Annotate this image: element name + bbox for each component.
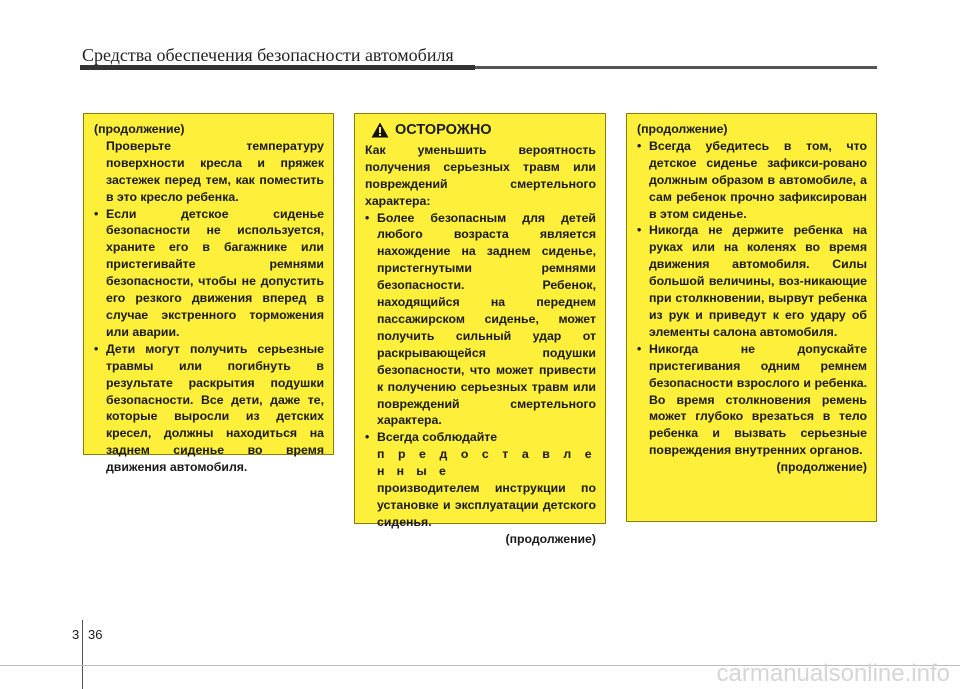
page-number: 36 — [88, 627, 103, 642]
bullet-dot-icon: • — [637, 223, 642, 238]
warning-intro: Как уменьшить вероятность получения серьезных травм или повреждений смертельного характера: — [365, 142, 596, 208]
bullet-dot-icon: • — [365, 210, 370, 225]
spaced-word: п р е д о с т а в л е н н ы е — [377, 447, 596, 479]
bullet-item: • Никогда не допускайте пристегивания одним ремнем безопасности взрослого и ребенка. Во время столкновения ремень может глубоко врезаться в тело ребенка и вызвать серьезные повреждения внутренних органов. — [637, 341, 867, 458]
header-rule-thick — [80, 65, 475, 70]
header-rule — [80, 66, 877, 69]
continued-label-top: (продолжение) — [94, 122, 185, 136]
continued-label-top: (продолжение) — [637, 122, 728, 136]
bullet-item: • Никогда не держите ребенка на руках или на коленях во время движения автомобиля. Силы большой величины, воз-никающие при столкновении, вырвут ребенка из рук и приведут к его удару об элементы салона автомобиля. — [637, 223, 867, 339]
bullet-dot-icon: • — [637, 138, 642, 153]
bullet-dot-icon: • — [365, 430, 370, 445]
bullet-item: • Если детское сиденье безопасности не используется, храните его в багажнике или пристегивайте ремнями безопасности, чтобы не допустить его резкого движения вперед в случае экстренного торможения или аварии. — [94, 206, 324, 339]
bullet-item: • Более безопасным для детей любого возраста является нахождение на заднем сиденье, пристегнутыми ремнями безопасности. Ребенок, находящийся на переднем пассажирском сиденье, может получить сильный удар от раскрывающейся подушки безопасности, что может привести к получению серьезных травм или повреждений смертельного характера. — [365, 210, 596, 428]
bullet-dot-icon: • — [94, 206, 99, 221]
continued-label-bottom: (продолжение) — [505, 531, 596, 546]
page-header-title: Средства обеспечения безопасности автомобиля — [82, 45, 454, 65]
bullet-item: • Всегда убедитесь в том, что детское сиденье зафикси-ровано должным образом в автомобиле, а сам ребенок прочно зафиксирован в этом сиденье. — [637, 138, 867, 221]
watermark: carmanualsonline.info — [716, 660, 950, 687]
bullet-dot-icon: • — [94, 341, 99, 356]
intro-paragraph: Проверьте температуру поверхности кресла и пряжек застежек перед тем, как поместить в это кресло ребенка. — [106, 138, 324, 204]
bullet-item: • Всегда соблюдайте п р е д о с т а в л е н н ы е производителем инструкции по установке и эксплуатации детского сиденья. — [365, 430, 596, 529]
chapter-number: 3 — [72, 627, 80, 642]
continued-label-bottom: (продолжение) — [776, 460, 867, 475]
bullet-item: • Дети могут получить серьезные травмы или погибнуть в результате раскрытия подушки безопасности. Все дети, даже те, которые выросли из детских кресел, должны находиться на заднем сиденье во время движения автомобиля. — [94, 341, 324, 475]
warning-triangle-icon — [371, 122, 389, 138]
warning-title: ОСТОРОЖНО — [395, 122, 492, 138]
warning-box — [354, 113, 606, 546]
caution-box-1 — [83, 113, 334, 475]
caution-box-3 — [626, 113, 877, 522]
warning-header — [365, 122, 596, 139]
footer-divider — [82, 620, 83, 689]
bullet-dot-icon: • — [637, 341, 642, 356]
